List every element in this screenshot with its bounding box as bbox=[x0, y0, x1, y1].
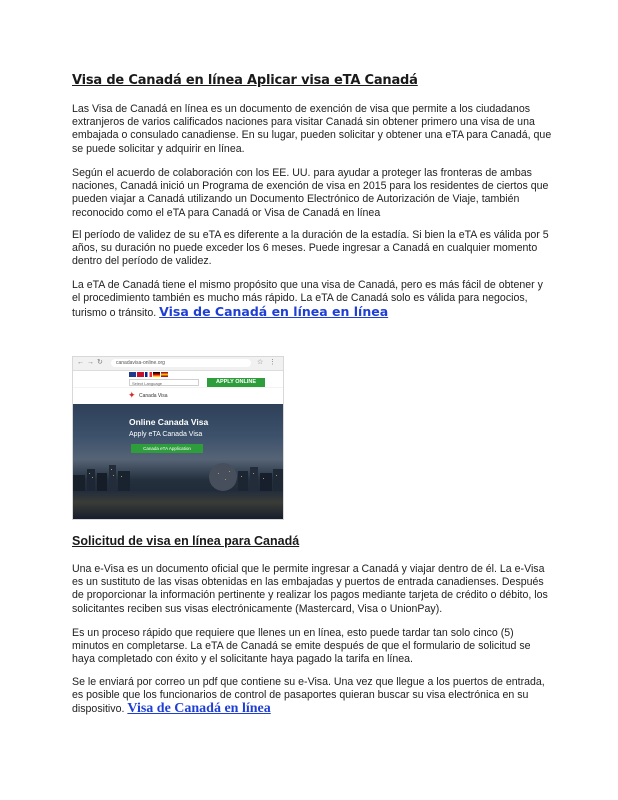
visa-online-link-2[interactable]: Visa de Canadá en línea bbox=[127, 701, 271, 717]
site-topbar bbox=[73, 371, 283, 387]
language-select: Select Language bbox=[129, 379, 199, 386]
hero-subtitle: Apply eTA Canada Visa bbox=[129, 431, 203, 438]
site-header bbox=[73, 388, 283, 405]
paragraph-intro: Las Visa de Canadá en línea es un documento de exención de visa que permite a los ciudadanos extranjeros de varios calificados naciones para visitar Canadá sin obtener primero una visa de una embajada o consulado canadiense. En su lugar, pueden solicitar y obtener una eTA para Canadá, que se puede solicitar y adquirir en línea. bbox=[72, 103, 552, 155]
site-brand: Canada Visa bbox=[139, 393, 168, 399]
paragraph-purpose bbox=[72, 279, 552, 321]
paragraph-pdf-text: Se le enviará por correo un pdf que contiene su e-Visa. Una vez que llegue a los puertos de entrada, es posible que los funcionarios de control de pasaportes quieran buscar su visa electrónica en su dispositivo. bbox=[72, 676, 545, 716]
forward-arrow-icon: → bbox=[87, 359, 94, 366]
star-icon: ☆ bbox=[257, 359, 264, 366]
flag-france-icon bbox=[145, 372, 152, 377]
maple-leaf-icon: ✦ bbox=[128, 390, 136, 400]
reload-icon: ↻ bbox=[97, 359, 103, 366]
paragraph-process: Es un proceso rápido que requiere que llenes un en línea, esto puede tardar tan solo cinco (5) minutos en completarse. La eTA de Canadá se emite después de que el formulario de solicitud se haya completado con éxito y el solicitante haya pagado la tarifa en línea. bbox=[72, 627, 531, 666]
apply-online-button: APPLY ONLINE bbox=[207, 378, 265, 387]
website-screenshot-image bbox=[73, 357, 283, 519]
flag-uk-icon bbox=[129, 372, 136, 377]
paragraph-agreement: Según el acuerdo de colaboración con los EE. UU. para ayudar a proteger las fronteras de ambas naciones, Canadá inició un Programa de exención de visa en 2015 para los residentes de ciertos que pueden viajar a Canadá utilizando un Documento Electrónico de Autorización de Viaje, también reconocido como el eTA para Canadá or Visa de Canadá en línea bbox=[72, 167, 549, 219]
flag-us-icon bbox=[137, 372, 144, 377]
canada-eta-application-button: Canada eTA Application bbox=[131, 444, 203, 453]
paragraph-pdf bbox=[72, 676, 552, 717]
page-title: Visa de Canadá en línea Aplicar visa eTA Canadá bbox=[72, 73, 418, 88]
paragraph-validity: El período de validez de su eTA es diferente a la duración de la estadía. Si bien la eTA es válida por 5 años, su duración no puede exceder los 6 meses. Puede ingresar a Canadá en cualquier momento dentro del período de validez. bbox=[72, 229, 549, 268]
section-title: Solicitud de visa en línea para Canadá bbox=[72, 534, 300, 548]
browser-toolbar bbox=[73, 357, 283, 371]
language-flags bbox=[129, 372, 168, 377]
back-arrow-icon: ← bbox=[77, 359, 84, 366]
flag-germany-icon bbox=[153, 372, 160, 377]
visa-online-link[interactable]: Visa de Canadá en línea en línea bbox=[159, 304, 389, 320]
hero-title: Online Canada Visa bbox=[129, 417, 209, 427]
paragraph-purpose-text: La eTA de Canadá tiene el mismo propósito que una visa de Canadá, pero es más fácil de obtener y el procedimiento también es mucho más rápido. La eTA de Canadá solo es válida para negocios, turismo o tránsito. bbox=[72, 279, 543, 320]
menu-dots-icon: ⋮ bbox=[269, 359, 276, 366]
paragraph-evisa: Una e-Visa es un documento oficial que le permite ingresar a Canadá y viajar dentro de él. La e-Visa es un sustituto de las visas obtenidas en las embajadas y puertos de entrada canadienses. Después de proporcionar la información pertinente y realizar los pagos mediante tarjeta de crédito o débito, los solicitantes reciben sus visas electrónicamente (Mastercard, Visa o UnionPay). bbox=[72, 563, 548, 615]
url-bar: canadavisa-online.org bbox=[111, 359, 251, 367]
hero-banner bbox=[73, 404, 283, 519]
flag-spain-icon bbox=[161, 372, 168, 377]
